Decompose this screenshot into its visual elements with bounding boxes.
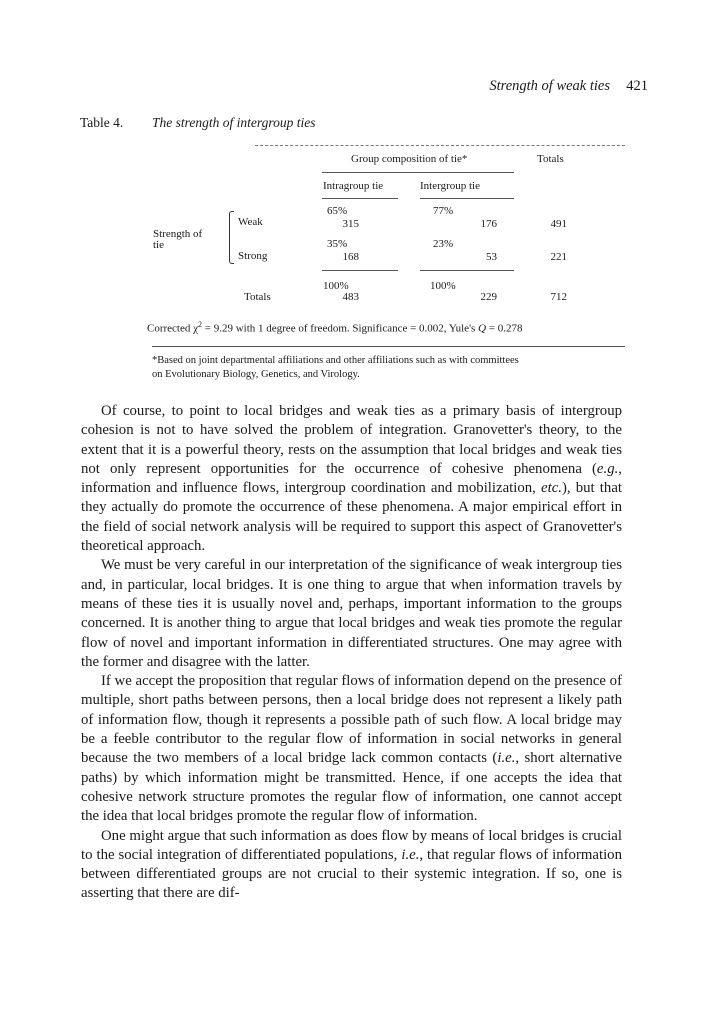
cell-total-intra-n: 483: [342, 291, 359, 303]
cell-weak-intra-pct: 65%: [327, 205, 348, 217]
row-totals-label: Totals: [244, 291, 271, 303]
p1-text-a: Of course, to point to local bridges and weak ties as a primary basis of intergroup cohesion is not to have solved the problem of integration. Granovetter's theory, to the extent that it is a powerful theory, rests on the assumption that local bridges and weak ties not only represent opportunities for the occurrence of cohesive phenomena (: [81, 403, 622, 477]
cell-strong-inter-pct: 23%: [433, 238, 454, 250]
stat-superscript: 2: [198, 320, 202, 329]
cell-weak-total: 491: [550, 218, 567, 230]
p3-text-a: If we accept the proposition that regular flows of information depend on the presence of multiple, short paths between persons, then a local bridge does not represent a likely path of information flow, though it represents a possible path of such flow. A local bridge may be a feeble contributor to the regular flow of information in social networks in general because the two members of a local bridge lack common contacts (: [81, 673, 622, 767]
intragroup-sum-rule: [322, 270, 398, 271]
paragraph-2: We must be very careful in our interpretation of the significance of weak intergroup ties and, in particular, local bridges. It is one thing to argue that when information travels by means of these ties it is usually novel and, perhaps, important information to the groups concerned. It is another thing to argue that local bridges and weak ties promote the regular flow of novel and important information in differentiated structures. One may agree with the former and disagree with the latter.: [81, 557, 622, 670]
p1-text-c: ), but that they actually do promote the occurrence of these phenomena. A major empirical effort in the field of social network analysis will be required to support this aspect of Granovetter's theoretical approach.: [81, 480, 622, 555]
p3-ie: i.e.: [497, 750, 516, 767]
group-composition-header: Group composition of tie*: [351, 153, 468, 165]
cell-weak-inter-n: 176: [480, 218, 497, 230]
p1-text-b: , information and influence flows, intergroup coordination and mobilization,: [81, 460, 622, 497]
table-top-rule: [255, 145, 625, 146]
cell-strong-inter-n: 53: [486, 251, 497, 263]
paragraph-3: [81, 672, 622, 826]
statistic-line: [147, 320, 523, 335]
totals-header: Totals: [537, 153, 564, 165]
cell-strong-intra-pct: 35%: [327, 238, 348, 250]
paragraph-1: [81, 402, 622, 556]
intragroup-rule: [322, 198, 398, 199]
cell-strong-intra-n: 168: [342, 251, 359, 263]
col-intergroup-header: Intergroup tie: [420, 180, 480, 192]
p4-ie: i.e.: [401, 846, 420, 863]
cell-grand-total: 712: [550, 291, 567, 303]
cell-total-inter-n: 229: [480, 291, 497, 303]
table-title: The strength of intergroup ties: [152, 115, 316, 130]
group-header-rule: [322, 172, 514, 173]
footnote-line-1: *Based on joint departmental affiliations and other affiliations such as with committees: [152, 355, 519, 366]
cell-strong-total: 221: [550, 251, 567, 263]
col-intragroup-header: Intragroup tie: [323, 180, 384, 192]
footnote-rule: [152, 346, 625, 347]
stat-rest: = 9.29 with 1 degree of freedom. Significance = 0.002, Yule's: [202, 322, 479, 335]
running-title: Strength of weak ties: [489, 78, 610, 94]
stat-q: Q: [478, 322, 487, 335]
row-strong-label: Strong: [238, 250, 268, 262]
p1-eg: e.g.: [596, 460, 619, 477]
cell-weak-inter-pct: 77%: [433, 205, 454, 217]
cell-total-intra-pct: 100%: [323, 280, 349, 292]
paragraph-4: [81, 827, 622, 904]
cell-total-inter-pct: 100%: [430, 280, 456, 292]
intergroup-rule: [420, 198, 514, 199]
table-label: Table 4.: [80, 115, 124, 130]
footnote-line-2: on Evolutionary Biology, Genetics, and Virology.: [152, 369, 360, 380]
p4-text-b: , that regular flows of information between differentiated groups are not crucial to their systemic integration. If so, one is asserting that there are dif-: [81, 846, 622, 902]
stat-q-value: = 0.278: [486, 322, 523, 335]
row-label-strength: Strength of tie: [153, 228, 203, 251]
stat-prefix: Corrected χ: [147, 322, 198, 335]
page-number: 421: [626, 78, 648, 94]
p1-etc: etc.: [541, 480, 562, 497]
body-text: [81, 402, 622, 904]
intergroup-sum-rule: [420, 270, 514, 271]
row-brace: [229, 211, 234, 264]
cell-weak-intra-n: 315: [342, 218, 359, 230]
p3-text-b: , short alternative paths) by which information might be transmitted. Hence, if one accepts the idea that cohesive network structure promotes the regular flow of information, one cannot accept the idea that local bridges promote the regular flow of information.: [81, 750, 622, 825]
row-weak-label: Weak: [238, 216, 263, 228]
p4-text-a: One might argue that such information as does flow by means of local bridges is crucial to the social integration of differentiated populations,: [81, 827, 622, 863]
